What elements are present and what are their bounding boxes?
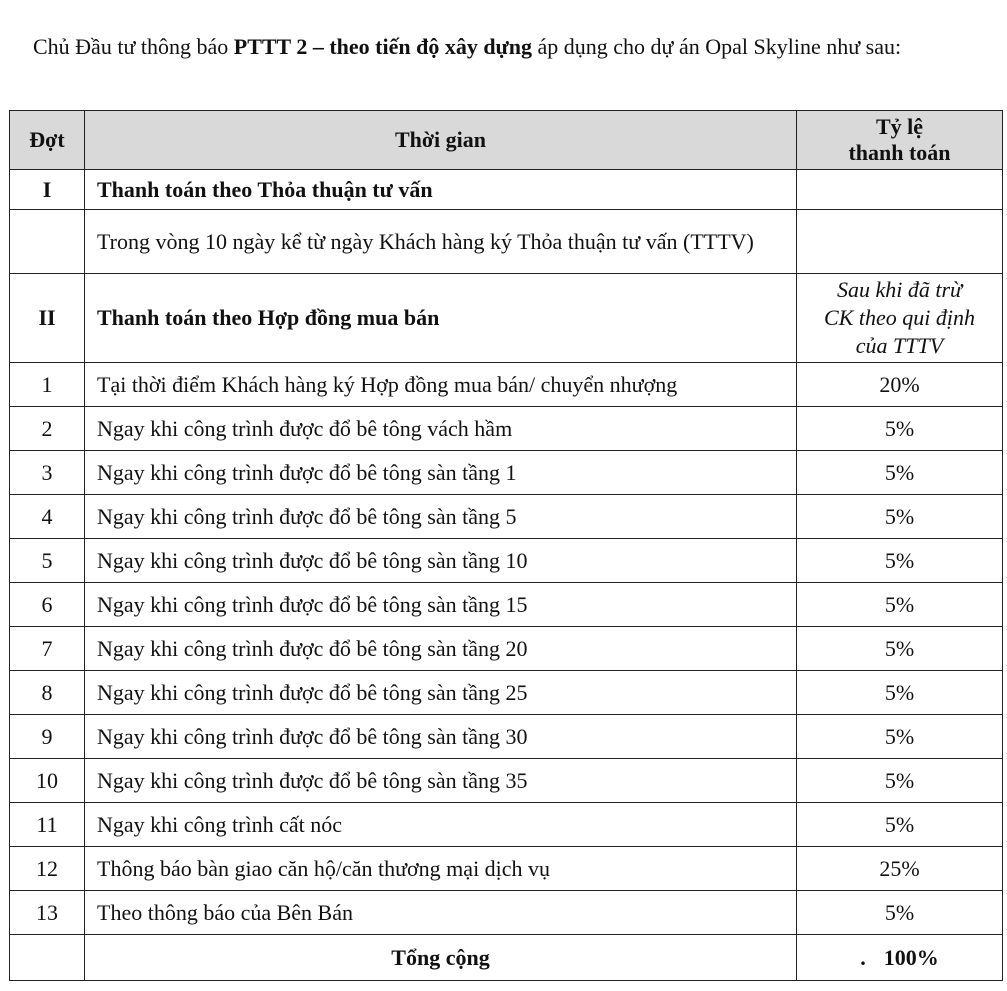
table-row (10, 671, 1003, 715)
row-num: 7 (10, 627, 85, 671)
row-text: Ngay khi công trình được đổ bê tông sàn tầng 1 (85, 451, 797, 495)
section-sub-row (10, 210, 1003, 274)
row-num: 1 (10, 363, 85, 407)
row-text: Ngay khi công trình được đổ bê tông sàn tầng 10 (85, 539, 797, 583)
row-num: 11 (10, 803, 85, 847)
table-row (10, 759, 1003, 803)
header-time: Thời gian (85, 111, 797, 170)
intro-bold-plan: PTTT 2 – theo tiến độ xây dựng (233, 34, 532, 59)
row-rate: 25% (797, 847, 1003, 891)
row-num (10, 210, 85, 274)
row-text: Tại thời điểm Khách hàng ký Hợp đồng mua bán/ chuyển nhượng (85, 363, 797, 407)
row-num: 9 (10, 715, 85, 759)
row-text: Thông báo bàn giao căn hộ/căn thương mại dịch vụ (85, 847, 797, 891)
row-text: Ngay khi công trình được đổ bê tông sàn tầng 15 (85, 583, 797, 627)
header-dot: Đợt (10, 111, 85, 170)
row-text: Theo thông báo của Bên Bán (85, 891, 797, 935)
row-num: 3 (10, 451, 85, 495)
row-text: Ngay khi công trình được đổ bê tông sàn tầng 25 (85, 671, 797, 715)
row-num: 6 (10, 583, 85, 627)
section-num: II (10, 274, 85, 363)
total-value-cell (797, 935, 1003, 981)
row-num: 13 (10, 891, 85, 935)
section-note (797, 274, 1003, 363)
table-row (10, 583, 1003, 627)
section-rate (797, 170, 1003, 210)
row-rate: 5% (797, 627, 1003, 671)
row-text: Ngay khi công trình được đổ bê tông sàn tầng 20 (85, 627, 797, 671)
row-rate (797, 210, 1003, 274)
row-rate: 5% (797, 495, 1003, 539)
header-rate (797, 111, 1003, 170)
row-rate: 5% (797, 891, 1003, 935)
note-line-3: của TTTV (855, 333, 944, 358)
note-line-2: CK theo qui định (824, 305, 975, 330)
table-row (10, 451, 1003, 495)
row-rate: 5% (797, 583, 1003, 627)
row-text: Ngay khi công trình cất nóc (85, 803, 797, 847)
table-row (10, 495, 1003, 539)
row-num: 12 (10, 847, 85, 891)
total-row (10, 935, 1003, 981)
row-num: 4 (10, 495, 85, 539)
header-rate-line2: thanh toán (848, 140, 951, 165)
total-num (10, 935, 85, 981)
row-num: 10 (10, 759, 85, 803)
table-row (10, 803, 1003, 847)
row-rate: 5% (797, 759, 1003, 803)
table-header-row (10, 111, 1003, 170)
payment-schedule-table (9, 110, 1003, 981)
row-num: 2 (10, 407, 85, 451)
row-rate: 5% (797, 715, 1003, 759)
table-row (10, 407, 1003, 451)
section-title: Thanh toán theo Thỏa thuận tư vấn (85, 170, 797, 210)
header-rate-line1: Tỷ lệ (875, 114, 924, 139)
table-row (10, 715, 1003, 759)
row-num: 5 (10, 539, 85, 583)
table-row (10, 891, 1003, 935)
intro-text-1: Chủ Đầu tư thông báo (33, 34, 234, 59)
row-text: Ngay khi công trình được đổ bê tông sàn tầng 5 (85, 495, 797, 539)
section-title: Thanh toán theo Hợp đồng mua bán (85, 274, 797, 363)
note-line-1: Sau khi đã trừ (836, 277, 963, 302)
row-text: Ngay khi công trình được đổ bê tông sàn tầng 35 (85, 759, 797, 803)
section-row-1 (10, 170, 1003, 210)
table-row (10, 539, 1003, 583)
table-row (10, 627, 1003, 671)
row-text: Trong vòng 10 ngày kể từ ngày Khách hàng ký Thỏa thuận tư vấn (TTTV) (85, 210, 797, 274)
intro-paragraph (33, 29, 973, 64)
table-row (10, 847, 1003, 891)
row-text: Ngay khi công trình được đổ bê tông sàn tầng 30 (85, 715, 797, 759)
row-rate: 20% (797, 363, 1003, 407)
total-value: 100% (883, 944, 939, 970)
row-text: Ngay khi công trình được đổ bê tông vách hầm (85, 407, 797, 451)
row-rate: 5% (797, 451, 1003, 495)
total-label: Tổng cộng (85, 935, 797, 981)
row-rate: 5% (797, 671, 1003, 715)
row-num: 8 (10, 671, 85, 715)
section-row-2 (10, 274, 1003, 363)
section-num: I (10, 170, 85, 210)
row-rate: 5% (797, 803, 1003, 847)
total-dot: . (860, 944, 866, 970)
row-rate: 5% (797, 539, 1003, 583)
row-rate: 5% (797, 407, 1003, 451)
table-row (10, 363, 1003, 407)
intro-text-2: áp dụng cho dự án Opal Skyline như sau: (532, 34, 902, 59)
